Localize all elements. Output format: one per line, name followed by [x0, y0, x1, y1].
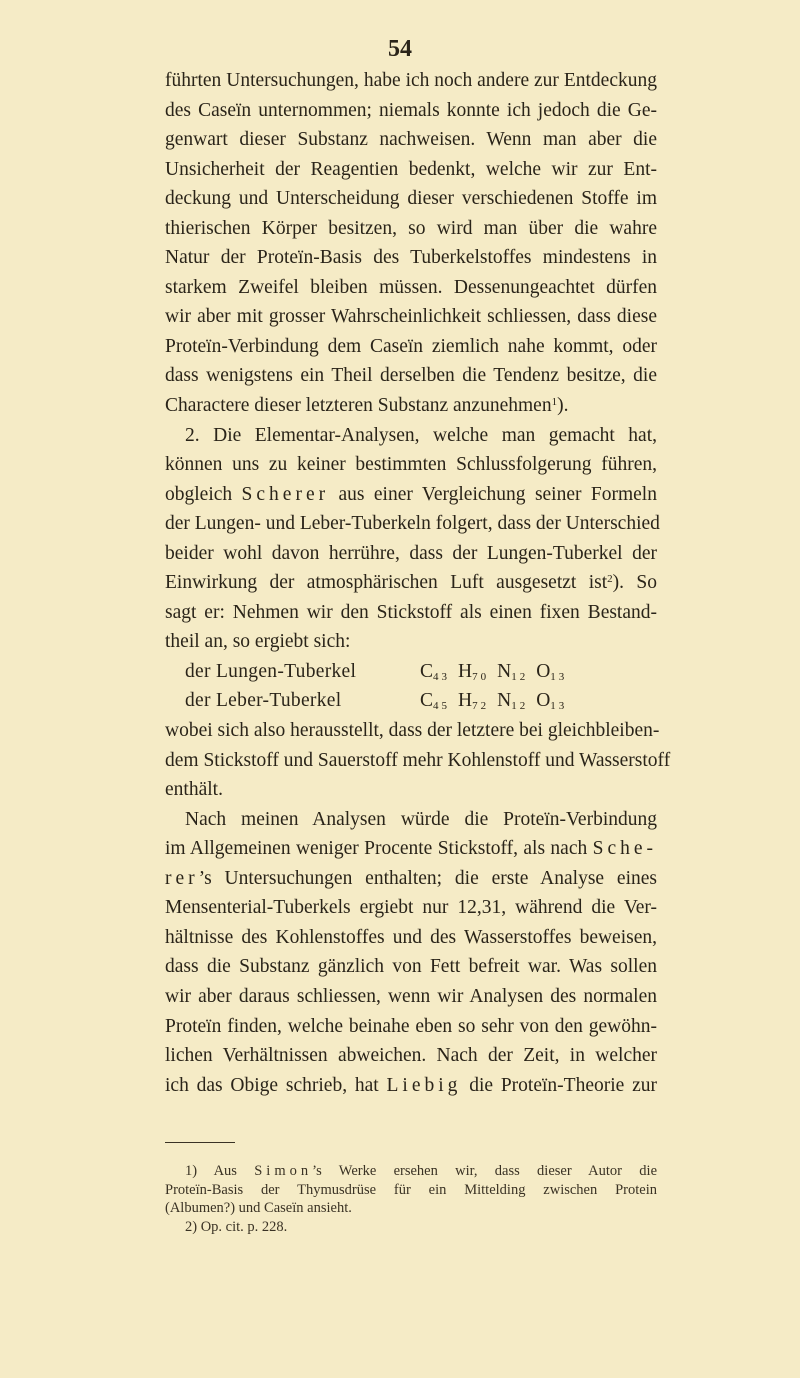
formula-element — [497, 662, 528, 683]
text-segment: dass die Substanz gänzlich von Fett befreit war. Was sollen — [165, 956, 657, 978]
text-segment: thierischen Körper besitzen, so wird man über die wahre — [165, 217, 657, 239]
text-segment: können uns zu keiner bestimmten Schlussfolgerung führen, — [165, 454, 657, 476]
formula-element — [458, 691, 489, 712]
text-segment: Unsicherheit der Reagentien bedenkt, welche wir zur Ent- — [165, 158, 657, 180]
text-line — [165, 1041, 657, 1071]
text-segment: sagt er: Nehmen wir den Stickstoff als einen fixen Bestand- — [165, 601, 657, 623]
formula-element — [536, 691, 567, 712]
text-line — [165, 923, 657, 953]
text-line — [165, 421, 657, 451]
footnote-ref: 1 — [551, 396, 558, 409]
text-line — [165, 982, 657, 1012]
text-line — [165, 746, 671, 776]
text-segment: theil an, so ergiebt sich: — [165, 631, 351, 653]
formula-label: der Leber-Tuberkel — [185, 690, 342, 712]
footnote-line — [165, 1181, 657, 1200]
footnote-ref: 2 — [607, 573, 613, 586]
element-count: 72 — [472, 700, 490, 713]
text-line — [165, 805, 657, 835]
footnote-divider — [165, 1142, 235, 1143]
element-symbol: O — [536, 660, 551, 682]
author-name: Sche- — [592, 838, 657, 860]
element-symbol: H — [458, 660, 473, 682]
formula-element — [420, 662, 450, 683]
author-name: Scherer — [241, 483, 330, 505]
formula-line — [165, 686, 657, 716]
text-line — [165, 450, 657, 480]
text-line — [165, 834, 657, 864]
element-count: 43 — [433, 670, 451, 683]
element-count: 12 — [511, 670, 529, 683]
text-segment: dass wenigstens ein Theil derselben die Tendenz besitze, die — [165, 365, 657, 387]
element-symbol: H — [458, 690, 473, 712]
text-line — [165, 1071, 657, 1101]
text-segment: der Lungen- und Leber-Tuberkeln folgert, dass der Unterschied — [165, 513, 660, 535]
element-count: 45 — [433, 700, 451, 713]
text-segment: enthält. — [165, 779, 223, 801]
text-line — [165, 66, 657, 96]
text-line — [165, 893, 657, 923]
footnotes — [165, 1162, 657, 1236]
text-line — [165, 1012, 657, 1042]
text-line — [165, 214, 657, 244]
formula-element — [458, 662, 489, 683]
text-segment: lichen Verhältnissen abweichen. Nach der Zeit, in welcher — [165, 1045, 657, 1067]
author-name: Simon — [254, 1163, 313, 1179]
text-segment: Proteïn finden, welche beinahe eben so sehr von den gewöhn- — [165, 1015, 657, 1037]
text-line — [165, 480, 657, 510]
text-segment: ’s Werke ersehen wir, dass dieser Autor die — [312, 1163, 657, 1179]
footnote-line — [165, 1218, 657, 1237]
text-segment: dem Stickstoff und Sauerstoff mehr Kohlenstoff und Wasserstoff — [165, 749, 671, 771]
text-segment: die Proteïn-Theorie zur — [461, 1074, 657, 1096]
text-segment: Charactere dieser letzteren Substanz anzunehmen — [165, 395, 552, 417]
text-segment: Proteïn-Basis der Thymusdrüse für ein Mittelding zwischen Protein — [165, 1181, 657, 1198]
text-segment: aus einer Vergleichung seiner Formeln — [329, 483, 657, 505]
text-segment: Proteïn-Verbindung dem Caseïn ziemlich nahe kommt, oder — [165, 335, 657, 357]
element-symbol: C — [420, 690, 434, 712]
footnote-line — [165, 1199, 657, 1218]
text-line — [165, 568, 657, 598]
element-symbol: N — [497, 660, 512, 682]
text-line — [165, 302, 657, 332]
text-line — [165, 125, 657, 155]
text-segment: (Albumen?) und Caseïn ansieht. — [165, 1200, 352, 1216]
element-symbol: O — [536, 690, 551, 712]
text-segment: beider wohl davon herrühre, dass der Lungen-Tuberkel der — [165, 542, 657, 564]
text-segment: starkem Zweifel bleiben müssen. Dessenungeachtet dürfen — [165, 276, 657, 298]
text-segment: 1) Aus — [185, 1163, 255, 1179]
element-count: 13 — [550, 670, 568, 683]
footnote-line — [165, 1162, 657, 1181]
text-line — [165, 509, 660, 539]
text-line — [165, 952, 657, 982]
element-symbol: C — [420, 660, 434, 682]
formula-element — [536, 662, 567, 683]
text-segment: Einwirkung der atmosphärischen Luft ausgesetzt ist — [165, 572, 608, 594]
text-line — [165, 155, 657, 185]
text-line — [165, 184, 657, 214]
text-segment: Natur der Proteïn-Basis des Tuberkelstoffes mindestens in — [165, 247, 657, 269]
formula-label: der Lungen-Tuberkel — [185, 660, 357, 682]
text-segment: genwart dieser Substanz nachweisen. Wenn man aber die — [165, 129, 657, 151]
text-segment: 2. Die Elementar-Analysen, welche man gemacht hat, — [185, 424, 657, 446]
text-line — [165, 716, 660, 746]
text-segment: führten Untersuchungen, habe ich noch andere zur Entdeckung — [165, 70, 657, 91]
text-segment: wobei sich also herausstellt, dass der letztere bei gleichbleiben- — [165, 720, 660, 742]
body-text — [165, 66, 671, 1100]
text-segment: deckung und Unterscheidung dieser verschiedenen Stoffe im — [165, 188, 657, 210]
element-symbol: N — [497, 690, 512, 712]
formula-element — [497, 691, 528, 712]
text-segment: wir aber mit grosser Wahrscheinlichkeit schliessen, dass diese — [165, 306, 657, 328]
text-segment: hältnisse des Kohlenstoffes und des Wasserstoffes beweisen, — [165, 926, 657, 948]
text-line — [165, 864, 657, 894]
text-line — [165, 391, 657, 421]
text-segment: ). — [557, 395, 569, 417]
formula-line — [165, 657, 657, 687]
element-count: 13 — [550, 700, 568, 713]
element-count: 12 — [511, 700, 529, 713]
text-line — [165, 273, 657, 303]
text-line — [165, 332, 657, 362]
element-count: 70 — [472, 670, 490, 683]
text-segment: ). So — [612, 572, 657, 594]
text-line — [165, 775, 657, 805]
text-line — [165, 627, 657, 657]
author-name: Liebig — [386, 1074, 462, 1096]
text-segment: obgleich — [165, 483, 242, 505]
text-segment: im Allgemeinen weniger Procente Stickstoff, als nach — [165, 838, 593, 860]
text-line — [165, 243, 657, 273]
text-segment: Nach meinen Analysen würde die Proteïn-Verbindung — [185, 808, 657, 830]
page-number: 54 — [388, 36, 412, 62]
text-line — [165, 361, 657, 391]
author-name: rer — [165, 867, 199, 889]
text-line — [165, 539, 657, 569]
text-segment: Mensenterial-Tuberkels ergiebt nur 12,31, während die Ver- — [165, 897, 657, 919]
text-segment: 2) Op. cit. p. 228. — [185, 1218, 288, 1235]
text-segment: ich das Obige schrieb, hat — [165, 1074, 387, 1096]
text-segment: des Caseïn unternommen; niemals konnte ich jedoch die Ge- — [165, 99, 657, 121]
formula-element — [420, 691, 450, 712]
text-segment: ’s Untersuchungen enthalten; die erste Analyse eines — [198, 867, 657, 889]
text-line — [165, 598, 657, 628]
text-segment: wir aber daraus schliessen, wenn wir Analysen des normalen — [165, 985, 657, 1007]
text-line — [165, 96, 657, 126]
